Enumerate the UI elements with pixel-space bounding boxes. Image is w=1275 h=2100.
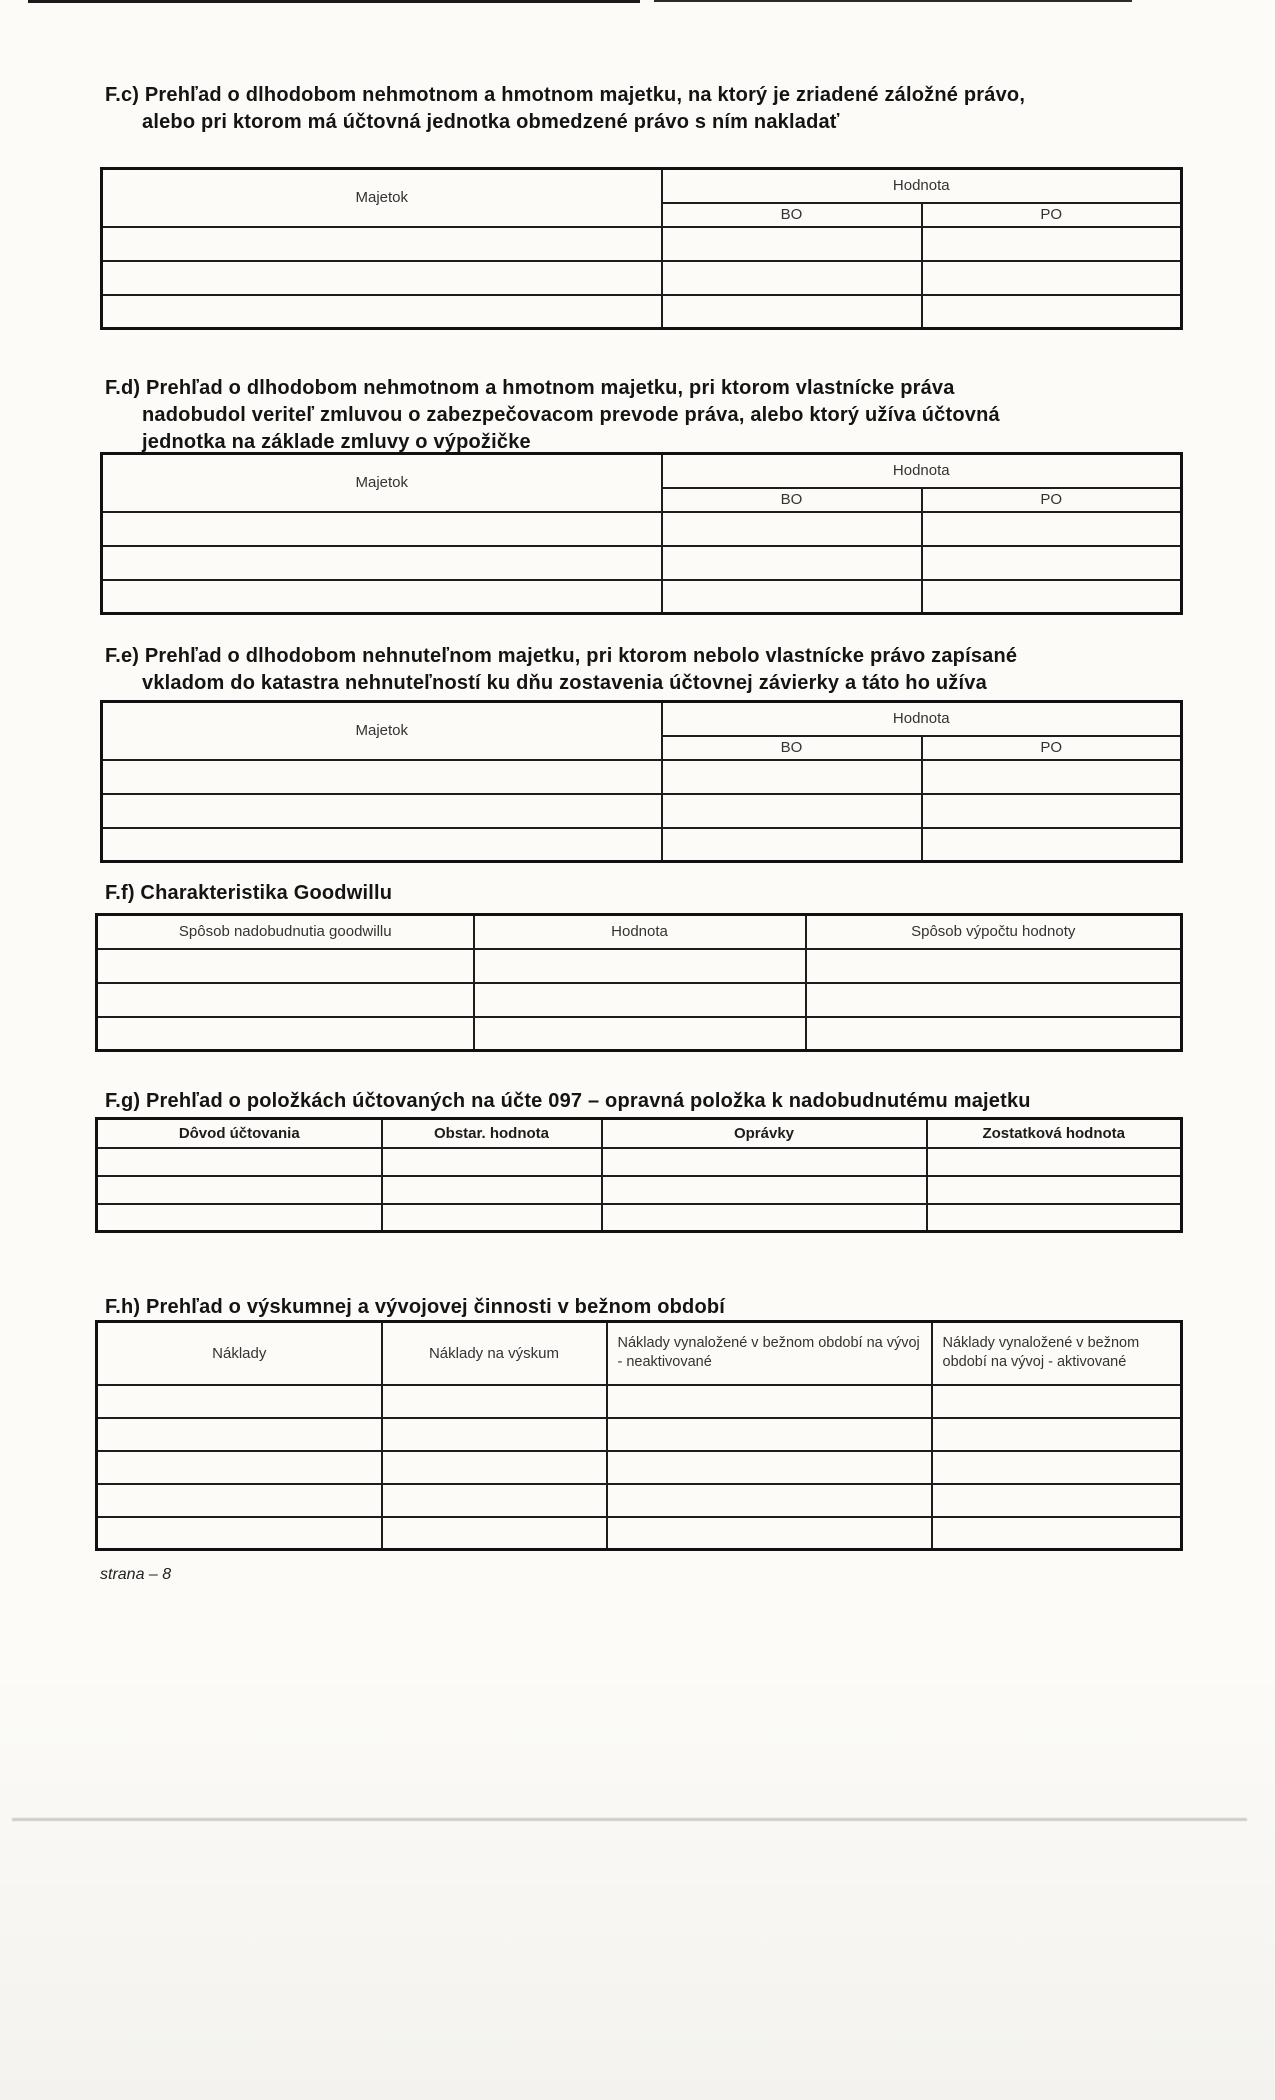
section-fd-title-line3: jednotka na základe zmluvy o výpožičke [142, 431, 531, 453]
empty-cell [927, 1148, 1182, 1176]
fh-col-vyvoj-neaktivovane: Náklady vynaložené v bežnom období na vývoj - neaktivované [607, 1322, 932, 1385]
fe-table [100, 700, 1183, 863]
empty-row [102, 794, 1182, 828]
empty-cell [932, 1451, 1182, 1484]
empty-cell [662, 227, 922, 261]
empty-cell [602, 1176, 927, 1204]
empty-cell [382, 1517, 607, 1550]
scan-artifact-top-line [654, 0, 1132, 2]
fg-col-obstar-hodnota: Obstar. hodnota [382, 1119, 602, 1148]
fc-col-hodnota: Hodnota [662, 169, 1182, 203]
empty-row [102, 261, 1182, 295]
section-fh-title [105, 1294, 725, 1321]
empty-cell [102, 760, 662, 794]
empty-cell [662, 261, 922, 295]
empty-cell [474, 949, 806, 983]
section-fd-title-line1: F.d) Prehľad o dlhodobom nehmotnom a hmotnom majetku, pri ktorom vlastnícke práva [105, 377, 955, 399]
fh-header-row [97, 1322, 1182, 1385]
fc-col-po: PO [922, 203, 1182, 227]
fe-header-row [102, 702, 1182, 736]
empty-cell [607, 1385, 932, 1418]
empty-cell [922, 227, 1182, 261]
section-fc-title-line1: F.c) Prehľad o dlhodobom nehmotnom a hmotnom majetku, na ktorý je zriadené záložné právo, [105, 84, 1026, 106]
empty-row [97, 1176, 1182, 1204]
page-number-label: strana – 8 [100, 1566, 172, 1583]
empty-cell [662, 580, 922, 614]
fd-col-majetok: Majetok [102, 454, 662, 512]
empty-cell [382, 1418, 607, 1451]
empty-row [102, 760, 1182, 794]
empty-row [102, 580, 1182, 614]
fg-header-row [97, 1119, 1182, 1148]
fc-col-majetok: Majetok [102, 169, 662, 227]
empty-cell [97, 1517, 382, 1550]
empty-cell [922, 512, 1182, 546]
empty-cell [602, 1204, 927, 1232]
empty-cell [806, 1017, 1182, 1051]
empty-row [97, 983, 1182, 1017]
empty-cell [927, 1204, 1182, 1232]
empty-row [97, 949, 1182, 983]
section-fc-title [105, 82, 1025, 136]
empty-cell [382, 1451, 607, 1484]
empty-cell [382, 1176, 602, 1204]
fd-col-hodnota: Hodnota [662, 454, 1182, 488]
fe-col-majetok: Majetok [102, 702, 662, 760]
empty-cell [922, 828, 1182, 862]
empty-cell [922, 760, 1182, 794]
empty-cell [102, 227, 662, 261]
fd-col-po: PO [922, 488, 1182, 512]
empty-cell [806, 949, 1182, 983]
empty-cell [932, 1418, 1182, 1451]
section-fe-title [105, 643, 1017, 697]
fd-table [100, 452, 1183, 615]
empty-cell [662, 295, 922, 329]
section-ff-title [105, 880, 392, 907]
section-fd-title-line2: nadobudol veriteľ zmluvou o zabezpečovacom prevode práva, alebo ktorý užíva účtovná [142, 404, 1000, 426]
empty-cell [662, 512, 922, 546]
empty-cell [97, 1204, 382, 1232]
fh-col-vyvoj-aktivovane: Náklady vynaložené v bežnom období na vývoj - aktivované [932, 1322, 1182, 1385]
empty-cell [607, 1418, 932, 1451]
empty-cell [382, 1484, 607, 1517]
fg-col-zostatkova: Zostatková hodnota [927, 1119, 1182, 1148]
empty-cell [922, 794, 1182, 828]
empty-cell [474, 983, 806, 1017]
ff-header-row [97, 915, 1182, 949]
empty-cell [922, 295, 1182, 329]
ff-table [95, 913, 1183, 1052]
empty-cell [662, 794, 922, 828]
scan-artifact-shading [0, 1660, 1275, 2100]
empty-cell [102, 794, 662, 828]
empty-row [97, 1418, 1182, 1451]
empty-cell [607, 1451, 932, 1484]
empty-cell [662, 760, 922, 794]
empty-row [102, 512, 1182, 546]
empty-cell [382, 1148, 602, 1176]
fd-header-row [102, 454, 1182, 488]
empty-cell [97, 1484, 382, 1517]
empty-cell [102, 580, 662, 614]
empty-cell [932, 1385, 1182, 1418]
empty-row [97, 1385, 1182, 1418]
fe-col-po: PO [922, 736, 1182, 760]
empty-cell [927, 1176, 1182, 1204]
fh-col-naklady: Náklady [97, 1322, 382, 1385]
fg-col-dovod: Dôvod účtovania [97, 1119, 382, 1148]
empty-cell [97, 1017, 474, 1051]
empty-cell [102, 261, 662, 295]
empty-cell [607, 1484, 932, 1517]
empty-cell [102, 546, 662, 580]
section-fe-title-line1: F.e) Prehľad o dlhodobom nehnuteľnom majetku, pri ktorom nebolo vlastnícke právo zapísané [105, 645, 1018, 667]
empty-row [102, 295, 1182, 329]
empty-cell [97, 1176, 382, 1204]
fh-table [95, 1320, 1183, 1551]
empty-row [97, 1451, 1182, 1484]
section-fg-title [105, 1088, 1031, 1115]
ff-col-hodnota: Hodnota [474, 915, 806, 949]
section-fg-title-line1: F.g) Prehľad o položkách účtovaných na účte 097 – opravná položka k nadobudnutému majetku [105, 1090, 1031, 1112]
empty-cell [382, 1204, 602, 1232]
empty-cell [602, 1148, 927, 1176]
empty-cell [97, 1451, 382, 1484]
empty-row [97, 1017, 1182, 1051]
fd-col-bo: BO [662, 488, 922, 512]
fe-col-hodnota: Hodnota [662, 702, 1182, 736]
empty-cell [922, 580, 1182, 614]
section-fe-title-line2: vkladom do katastra nehnuteľností ku dňu zostavenia účtovnej závierky a táto ho užíva [142, 672, 987, 694]
empty-cell [474, 1017, 806, 1051]
empty-cell [97, 1418, 382, 1451]
scan-artifact-bottom-line [12, 1818, 1247, 1821]
section-fd-title [105, 375, 1000, 456]
empty-row [97, 1148, 1182, 1176]
fg-table [95, 1117, 1183, 1233]
empty-row [97, 1517, 1182, 1550]
empty-cell [662, 546, 922, 580]
empty-cell [932, 1517, 1182, 1550]
empty-cell [97, 949, 474, 983]
fh-col-naklady-vyskum: Náklady na výskum [382, 1322, 607, 1385]
empty-cell [102, 295, 662, 329]
scan-artifact-top-line [28, 0, 640, 3]
section-ff-title-line1: F.f) Charakteristika Goodwillu [105, 882, 393, 904]
ff-col-sposob-nadobudnutia: Spôsob nadobudnutia goodwillu [97, 915, 474, 949]
empty-cell [97, 1385, 382, 1418]
empty-row [102, 227, 1182, 261]
empty-row [97, 1484, 1182, 1517]
empty-cell [102, 828, 662, 862]
empty-cell [922, 546, 1182, 580]
empty-cell [662, 828, 922, 862]
section-fh-title-line1: F.h) Prehľad o výskumnej a vývojovej činnosti v bežnom období [105, 1296, 726, 1318]
fc-col-bo: BO [662, 203, 922, 227]
empty-cell [806, 983, 1182, 1017]
section-fc-title-line2: alebo pri ktorom má účtovná jednotka obmedzené právo s ním nakladať [142, 111, 840, 133]
fc-header-row [102, 169, 1182, 203]
empty-cell [922, 261, 1182, 295]
empty-cell [102, 512, 662, 546]
fg-col-opravky: Oprávky [602, 1119, 927, 1148]
fe-col-bo: BO [662, 736, 922, 760]
empty-row [97, 1204, 1182, 1232]
empty-cell [97, 983, 474, 1017]
empty-cell [382, 1385, 607, 1418]
empty-row [102, 828, 1182, 862]
fc-table [100, 167, 1183, 330]
empty-cell [607, 1517, 932, 1550]
ff-col-sposob-vypoctu: Spôsob výpočtu hodnoty [806, 915, 1182, 949]
empty-row [102, 546, 1182, 580]
empty-cell [97, 1148, 382, 1176]
empty-cell [932, 1484, 1182, 1517]
